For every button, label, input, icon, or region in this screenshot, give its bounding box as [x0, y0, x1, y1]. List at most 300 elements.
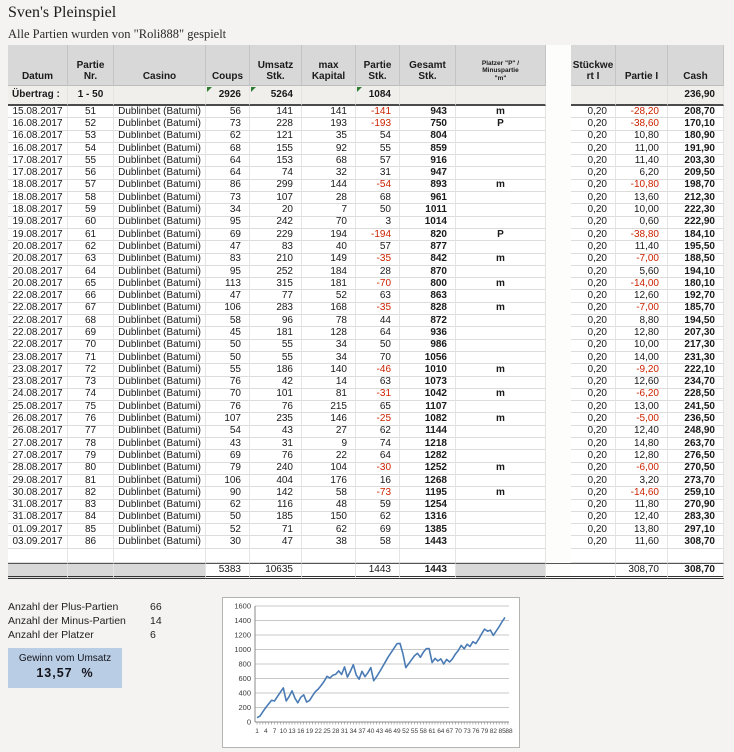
cell-marker: m — [456, 364, 546, 376]
minus-partien-value: 14 — [150, 615, 162, 627]
cell-date: 20.08.2017 — [8, 254, 68, 266]
cell-stueck: 0,20 — [571, 524, 616, 536]
cell-nr: 1 - 50 — [68, 86, 114, 106]
cell-umsatz: 77 — [250, 290, 302, 302]
cell-gesamt — [400, 549, 456, 563]
cell-partie — [356, 549, 400, 563]
cell-partie: 1443 — [356, 563, 400, 579]
cell-partie_eur: 12,60 — [616, 290, 668, 302]
cell-max: 32 — [302, 167, 356, 179]
cell-marker — [456, 438, 546, 450]
cell-coups: 73 — [206, 118, 250, 130]
cell-casino: Dublinbet (Batumi) — [114, 303, 206, 315]
cell-partie_eur: -7,00 — [616, 254, 668, 266]
cell-max: 27 — [302, 426, 356, 438]
cell-umsatz: 210 — [250, 254, 302, 266]
cell-cash: 170,10 — [668, 118, 724, 130]
cell-gesamt: 750 — [400, 118, 456, 130]
cell-partie: 57 — [356, 155, 400, 167]
cell-gap — [546, 180, 571, 192]
cell-coups: 95 — [206, 266, 250, 278]
cell-gesamt: 936 — [400, 327, 456, 339]
cell-partie_eur: 11,00 — [616, 143, 668, 155]
cell-partie: 63 — [356, 377, 400, 389]
cell-gesamt: 986 — [400, 340, 456, 352]
svg-text:200: 200 — [238, 703, 251, 712]
gewinn-vom-umsatz-box — [8, 648, 122, 688]
cell-max: 52 — [302, 290, 356, 302]
svg-text:37: 37 — [358, 728, 366, 735]
table-row — [8, 450, 724, 462]
svg-text:61: 61 — [428, 728, 436, 735]
cell-marker — [456, 450, 546, 462]
cell-coups: Coups — [206, 45, 250, 86]
cell-date: 29.08.2017 — [8, 475, 68, 487]
cell-gap — [546, 377, 571, 389]
comment-marker-icon — [207, 87, 212, 92]
cell-cash: 191,90 — [668, 143, 724, 155]
cell-partie_eur: 3,20 — [616, 475, 668, 487]
svg-text:4: 4 — [263, 728, 268, 735]
cell-nr: 81 — [68, 475, 114, 487]
cell-date: 22.08.2017 — [8, 340, 68, 352]
cell-cash: Cash — [668, 45, 724, 86]
cell-casino: Dublinbet (Batumi) — [114, 315, 206, 327]
cell-partie_eur: 5,60 — [616, 266, 668, 278]
cell-casino: Dublinbet (Batumi) — [114, 438, 206, 450]
cell-date: 31.08.2017 — [8, 512, 68, 524]
cell-coups: 113 — [206, 278, 250, 290]
table-row — [8, 192, 724, 204]
cell-coups: 69 — [206, 450, 250, 462]
cell-date: 30.08.2017 — [8, 487, 68, 499]
cell-nr: 69 — [68, 327, 114, 339]
cell-coups: 69 — [206, 229, 250, 241]
cell-umsatz — [250, 549, 302, 563]
cell-coups: 76 — [206, 401, 250, 413]
cell-cash: 185,70 — [668, 303, 724, 315]
cell-cash: 297,10 — [668, 524, 724, 536]
cell-marker — [456, 86, 546, 106]
cell-cash: 234,70 — [668, 377, 724, 389]
cell-casino: Dublinbet (Batumi) — [114, 106, 206, 118]
balance-line-series — [257, 617, 505, 717]
cell-nr: 52 — [68, 118, 114, 130]
cell-stueck: 0,20 — [571, 143, 616, 155]
cell-max: 140 — [302, 364, 356, 376]
cell-umsatz: 74 — [250, 167, 302, 179]
cell-partie: 64 — [356, 327, 400, 339]
cell-marker — [456, 155, 546, 167]
cell-date: 17.08.2017 — [8, 167, 68, 179]
cell-gap — [546, 155, 571, 167]
cell-marker — [456, 512, 546, 524]
cell-cash: 241,50 — [668, 401, 724, 413]
cell-partie_eur: 8,80 — [616, 315, 668, 327]
cell-gap — [546, 500, 571, 512]
cell-gap — [546, 254, 571, 266]
cell-max: 14 — [302, 377, 356, 389]
cell-casino: Dublinbet (Batumi) — [114, 450, 206, 462]
table-row — [8, 364, 724, 376]
cell-stueck: 0,20 — [571, 536, 616, 548]
cell-partie_eur: -9,20 — [616, 364, 668, 376]
cell-partie: 58 — [356, 536, 400, 548]
cell-umsatz: 10635 — [250, 563, 302, 579]
cell-casino: Dublinbet (Batumi) — [114, 475, 206, 487]
cell-marker: m — [456, 389, 546, 401]
cell-coups: 106 — [206, 475, 250, 487]
table-row — [8, 377, 724, 389]
cell-cash: 217,30 — [668, 340, 724, 352]
cell-date: Übertrag : — [8, 86, 68, 106]
cell-partie_eur: -14,00 — [616, 278, 668, 290]
cell-max: 28 — [302, 192, 356, 204]
cell-gap — [546, 217, 571, 229]
cell-nr: 73 — [68, 377, 114, 389]
cell-gesamt: 859 — [400, 143, 456, 155]
comment-marker-icon — [357, 87, 362, 92]
cell-umsatz: 47 — [250, 536, 302, 548]
cell-coups: 64 — [206, 155, 250, 167]
cell-gap — [546, 266, 571, 278]
cell-stueck: 0,20 — [571, 241, 616, 253]
cell-umsatz: 55 — [250, 340, 302, 352]
minus-partien-label: Anzahl der Minus-Partien — [8, 615, 126, 627]
cell-max: 144 — [302, 180, 356, 192]
svg-text:79: 79 — [480, 728, 489, 735]
cell-partie_eur: 10,00 — [616, 340, 668, 352]
cell-gap — [546, 131, 571, 143]
cell-partie: 62 — [356, 426, 400, 438]
cell-marker: P — [456, 229, 546, 241]
cell-partie_eur: 13,00 — [616, 401, 668, 413]
cell-gesamt: 1010 — [400, 364, 456, 376]
cell-nr: 77 — [68, 426, 114, 438]
cell-gap — [546, 563, 571, 579]
cell-umsatz: 283 — [250, 303, 302, 315]
cell-stueck: 0,20 — [571, 254, 616, 266]
spacer-row — [8, 549, 724, 563]
table-row — [8, 290, 724, 302]
cell-marker — [456, 241, 546, 253]
cell-nr: 65 — [68, 278, 114, 290]
cell-marker — [456, 340, 546, 352]
cell-date: 22.08.2017 — [8, 327, 68, 339]
cell-partie: -194 — [356, 229, 400, 241]
cell-marker — [456, 167, 546, 179]
cell-partie: 74 — [356, 438, 400, 450]
cell-gesamt: 893 — [400, 180, 456, 192]
cell-partie_eur: -10,80 — [616, 180, 668, 192]
cell-casino: Dublinbet (Batumi) — [114, 118, 206, 130]
table-row — [8, 524, 724, 536]
cell-partie: 63 — [356, 290, 400, 302]
cell-date: 25.08.2017 — [8, 401, 68, 413]
cell-stueck: 0,20 — [571, 315, 616, 327]
svg-text:0: 0 — [246, 717, 251, 727]
cell-date: 19.08.2017 — [8, 217, 68, 229]
cell-partie_eur: 12,40 — [616, 512, 668, 524]
cell-cash: 263,70 — [668, 438, 724, 450]
cell-date: 18.08.2017 — [8, 204, 68, 216]
cell-stueck: 0,20 — [571, 377, 616, 389]
cell-date: 15.08.2017 — [8, 106, 68, 118]
table-row — [8, 500, 724, 512]
cell-casino: Dublinbet (Batumi) — [114, 217, 206, 229]
cell-cash: 203,30 — [668, 155, 724, 167]
cell-partie: 59 — [356, 500, 400, 512]
table-row — [8, 278, 724, 290]
cell-nr: 64 — [68, 266, 114, 278]
cell-casino: Dublinbet (Batumi) — [114, 204, 206, 216]
cell-max: 22 — [302, 450, 356, 462]
cell-gesamt — [400, 86, 456, 106]
table-row — [8, 475, 724, 487]
cell-nr: 79 — [68, 450, 114, 462]
cell-coups: 106 — [206, 303, 250, 315]
cell-marker — [456, 315, 546, 327]
cell-partie_eur: -7,00 — [616, 303, 668, 315]
cell-umsatz: 235 — [250, 413, 302, 425]
cell-gap — [546, 167, 571, 179]
cell-nr: Partie Nr. — [68, 45, 114, 86]
cell-coups: 30 — [206, 536, 250, 548]
cell-gesamt: 1056 — [400, 352, 456, 364]
cell-gap — [546, 426, 571, 438]
cell-coups: 73 — [206, 192, 250, 204]
cell-gap — [546, 106, 571, 118]
cell-marker: Platzer "P" / Minuspartie "m" — [456, 45, 546, 86]
svg-text:52: 52 — [402, 728, 410, 735]
cell-cash: 212,30 — [668, 192, 724, 204]
cell-casino: Dublinbet (Batumi) — [114, 327, 206, 339]
cell-max: 34 — [302, 352, 356, 364]
table-row — [8, 438, 724, 450]
cell-gesamt: 1443 — [400, 536, 456, 548]
cell-gesamt: 1385 — [400, 524, 456, 536]
cell-umsatz: 116 — [250, 500, 302, 512]
table-row — [8, 487, 724, 499]
cell-stueck: 0,20 — [571, 217, 616, 229]
cell-stueck: 0,20 — [571, 426, 616, 438]
svg-text:10: 10 — [279, 728, 287, 735]
cell-cash: 222,30 — [668, 204, 724, 216]
cell-casino: Dublinbet (Batumi) — [114, 426, 206, 438]
cell-gesamt: 877 — [400, 241, 456, 253]
cell-marker: m — [456, 106, 546, 118]
cell-gap — [546, 340, 571, 352]
cell-max: 176 — [302, 475, 356, 487]
cell-stueck: Stückwe rt I — [571, 45, 616, 86]
table-row — [8, 143, 724, 155]
cell-partie_eur: 11,80 — [616, 500, 668, 512]
cell-umsatz: 20 — [250, 204, 302, 216]
cell-coups: 47 — [206, 290, 250, 302]
cell-nr: 59 — [68, 204, 114, 216]
cell-date: 19.08.2017 — [8, 229, 68, 241]
cell-cash: 208,70 — [668, 106, 724, 118]
cell-partie: Partie Stk. — [356, 45, 400, 86]
cell-marker — [456, 536, 546, 548]
cell-coups: 70 — [206, 389, 250, 401]
cell-gesamt: 872 — [400, 315, 456, 327]
cell-gesamt: 863 — [400, 290, 456, 302]
cell-cash: 236,90 — [668, 86, 724, 106]
cell-partie_eur: -38,60 — [616, 118, 668, 130]
cell-partie: -31 — [356, 389, 400, 401]
cell-date: 17.08.2017 — [8, 155, 68, 167]
cell-partie: 69 — [356, 524, 400, 536]
cell-date: 23.08.2017 — [8, 364, 68, 376]
table-row — [8, 401, 724, 413]
cell-casino: Dublinbet (Batumi) — [114, 266, 206, 278]
cell-gesamt: 1082 — [400, 413, 456, 425]
cell-coups: 58 — [206, 315, 250, 327]
cell-gesamt: 870 — [400, 266, 456, 278]
cell-partie: 50 — [356, 204, 400, 216]
svg-text:67: 67 — [445, 728, 454, 735]
cell-date: 31.08.2017 — [8, 500, 68, 512]
svg-text:25: 25 — [323, 728, 331, 735]
svg-text:16: 16 — [297, 728, 305, 735]
cell-max: 181 — [302, 278, 356, 290]
cell-stueck: 0,20 — [571, 512, 616, 524]
cell-marker — [456, 192, 546, 204]
table-row — [8, 204, 724, 216]
cell-cash: 192,70 — [668, 290, 724, 302]
cell-nr: 76 — [68, 413, 114, 425]
cell-partie_eur: 12,40 — [616, 426, 668, 438]
cell-nr: 80 — [68, 463, 114, 475]
cell-gesamt: 1014 — [400, 217, 456, 229]
cell-coups: 83 — [206, 254, 250, 266]
svg-text:1600: 1600 — [234, 601, 251, 611]
svg-text:43: 43 — [375, 728, 384, 735]
cell-cash: 283,30 — [668, 512, 724, 524]
cell-gap — [546, 204, 571, 216]
cell-partie_eur — [616, 86, 668, 106]
cell-marker — [456, 290, 546, 302]
cell-max: 194 — [302, 229, 356, 241]
cell-partie: -73 — [356, 487, 400, 499]
cell-gesamt: 943 — [400, 106, 456, 118]
plus-partien-value: 66 — [150, 601, 162, 613]
cell-partie: 1084 — [356, 86, 400, 106]
cell-umsatz: 228 — [250, 118, 302, 130]
cell-gesamt: 1011 — [400, 204, 456, 216]
cell-cash: 188,50 — [668, 254, 724, 266]
cell-marker — [456, 524, 546, 536]
spreadsheet-table — [8, 45, 724, 579]
cell-gap — [546, 549, 571, 563]
cell-coups: 62 — [206, 500, 250, 512]
cell-casino: Dublinbet (Batumi) — [114, 536, 206, 548]
cell-stueck: 0,20 — [571, 118, 616, 130]
cell-casino: Dublinbet (Batumi) — [114, 143, 206, 155]
cell-partie_eur: 13,60 — [616, 192, 668, 204]
cell-date: 22.08.2017 — [8, 315, 68, 327]
cell-max — [302, 549, 356, 563]
cell-umsatz: 404 — [250, 475, 302, 487]
cell-casino: Dublinbet (Batumi) — [114, 131, 206, 143]
cell-partie: -35 — [356, 254, 400, 266]
cell-date: 28.08.2017 — [8, 463, 68, 475]
gewinn-value: 13,57 % — [36, 666, 94, 680]
cell-umsatz: 101 — [250, 389, 302, 401]
cell-gap — [546, 536, 571, 548]
svg-text:22: 22 — [314, 728, 322, 735]
cell-casino: Dublinbet (Batumi) — [114, 463, 206, 475]
cell-coups: 52 — [206, 524, 250, 536]
cell-gap — [546, 463, 571, 475]
cell-gesamt: 1195 — [400, 487, 456, 499]
cell-coups: 43 — [206, 438, 250, 450]
cell-coups: 79 — [206, 463, 250, 475]
line-chart-svg — [223, 598, 519, 747]
svg-text:73: 73 — [463, 728, 471, 735]
cell-partie_eur: 13,80 — [616, 524, 668, 536]
cell-max: 62 — [302, 524, 356, 536]
table-row — [8, 217, 724, 229]
table-header-row — [8, 45, 724, 86]
cell-marker: m — [456, 180, 546, 192]
cell-umsatz: 185 — [250, 512, 302, 524]
cell-cash: 231,30 — [668, 352, 724, 364]
cell-date — [8, 563, 68, 579]
cell-marker: m — [456, 463, 546, 475]
cell-umsatz: 155 — [250, 143, 302, 155]
cell-nr: 57 — [68, 180, 114, 192]
table-row — [8, 340, 724, 352]
cell-max: 34 — [302, 340, 356, 352]
cell-date: 26.08.2017 — [8, 426, 68, 438]
cell-marker — [456, 143, 546, 155]
svg-text:76: 76 — [472, 728, 480, 735]
cell-stueck — [571, 549, 616, 563]
cell-casino: Dublinbet (Batumi) — [114, 254, 206, 266]
cell-date: Datum — [8, 45, 68, 86]
summary-section — [8, 600, 208, 642]
cell-partie_eur: 0,60 — [616, 217, 668, 229]
cell-umsatz: 186 — [250, 364, 302, 376]
cell-gesamt: 1316 — [400, 512, 456, 524]
cell-gap — [546, 143, 571, 155]
cell-gesamt: 1073 — [400, 377, 456, 389]
cell-marker — [456, 426, 546, 438]
cell-umsatz: 142 — [250, 487, 302, 499]
cell-gap — [546, 352, 571, 364]
cell-partie: 68 — [356, 192, 400, 204]
cell-gap — [546, 512, 571, 524]
cell-partie_eur: 14,00 — [616, 352, 668, 364]
cell-stueck: 0,20 — [571, 475, 616, 487]
cell-marker — [456, 131, 546, 143]
cell-max: 215 — [302, 401, 356, 413]
cell-casino: Dublinbet (Batumi) — [114, 389, 206, 401]
cell-gesamt: Gesamt Stk. — [400, 45, 456, 86]
cell-nr: 84 — [68, 512, 114, 524]
cell-partie: 64 — [356, 450, 400, 462]
cell-date: 27.08.2017 — [8, 438, 68, 450]
cell-coups: 2926 — [206, 86, 250, 106]
cell-umsatz: 5264 — [250, 86, 302, 106]
cell-gap — [546, 413, 571, 425]
cell-gap — [546, 192, 571, 204]
cell-nr: 85 — [68, 524, 114, 536]
cell-marker — [456, 352, 546, 364]
cell-stueck: 0,20 — [571, 352, 616, 364]
